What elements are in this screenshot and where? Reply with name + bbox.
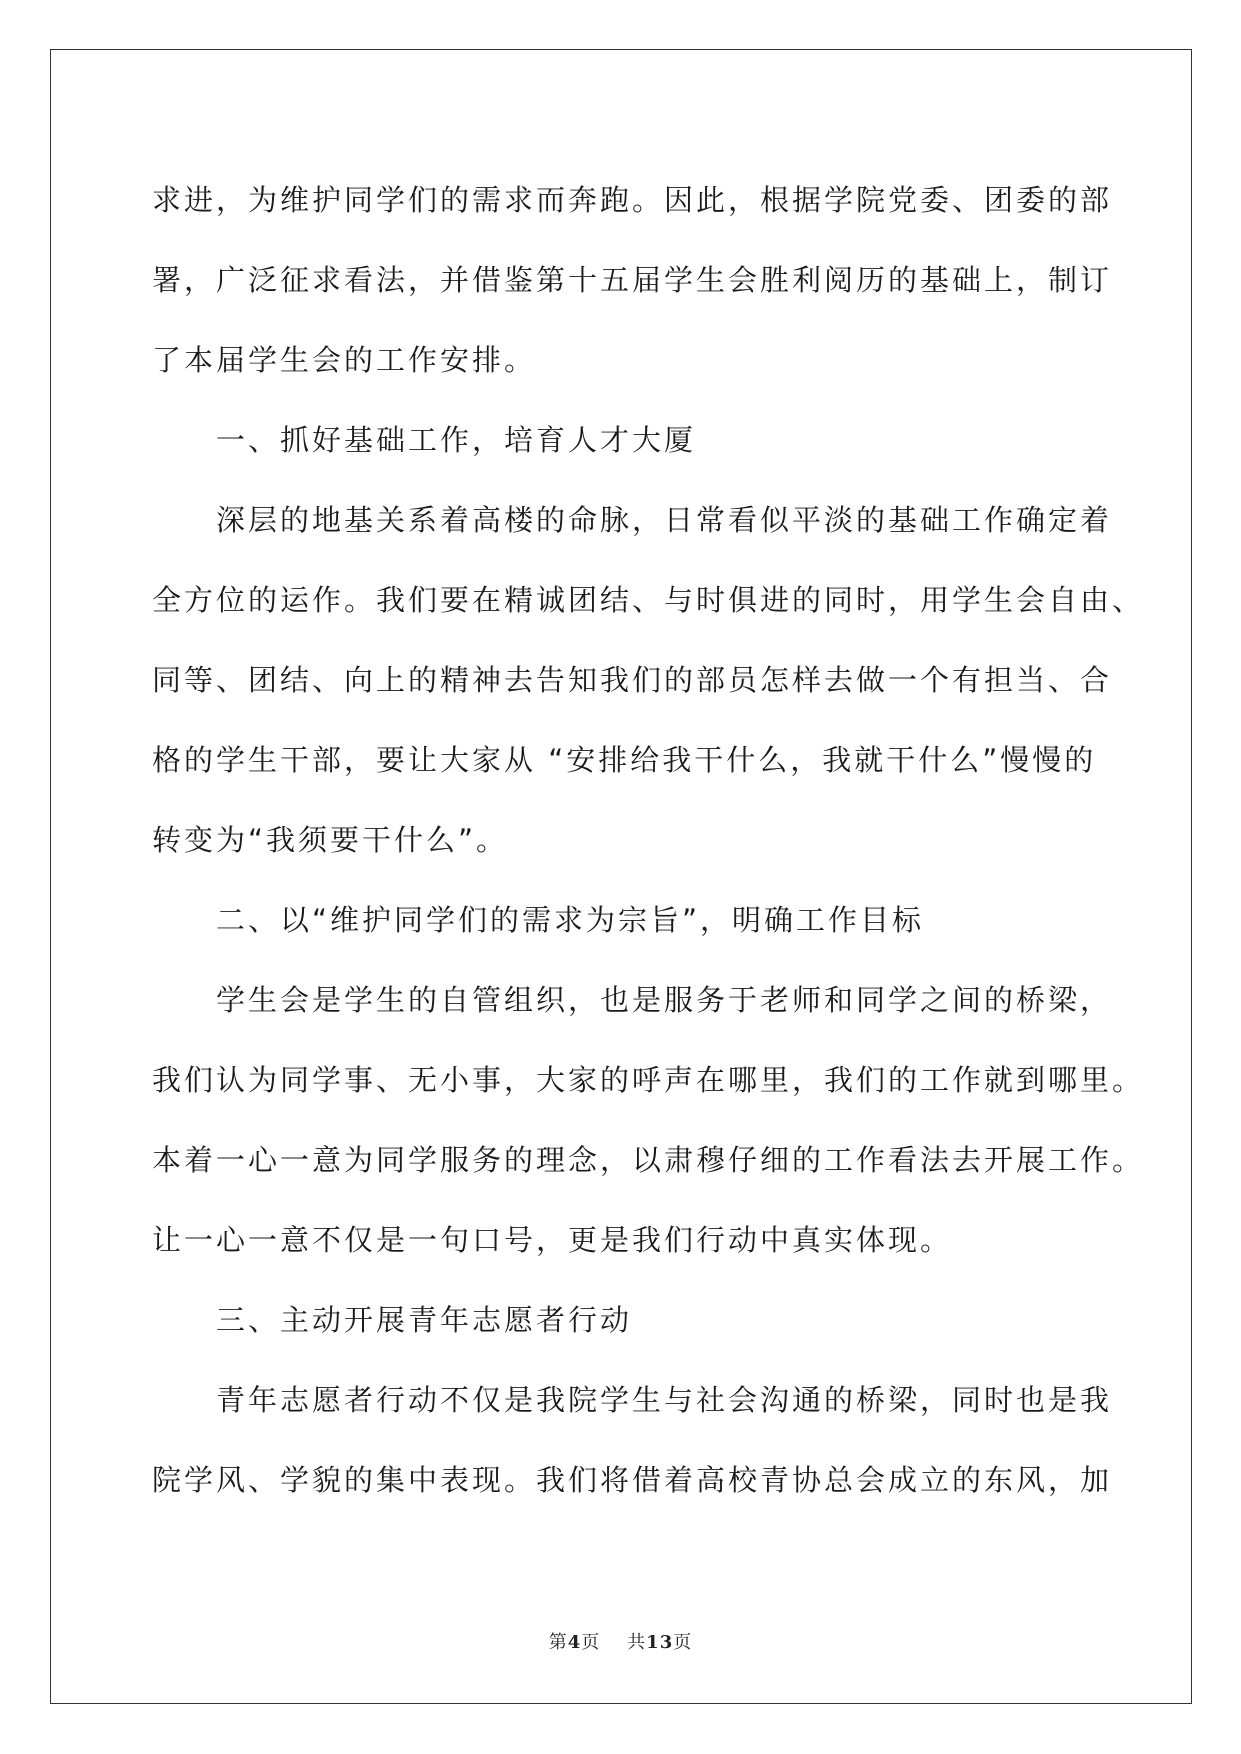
text-line: 院学风、学貌的集中表现。我们将借着高校青协总会成立的东风，加 — [152, 1463, 1113, 1497]
text-line: 让一心一意不仅是一句口号，更是我们行动中真实体现。 — [152, 1223, 953, 1257]
text-line: 我们认为同学事、无小事，大家的呼声在哪里，我们的工作就到哪里。 — [152, 1063, 1145, 1097]
text-line: 署，广泛征求看法，并借鉴第十五届学生会胜利阅历的基础上，制订 — [152, 263, 1113, 297]
footer-total-suffix: 页 — [673, 1632, 693, 1653]
text-line: 一、抓好基础工作，培育人才大厦 — [216, 423, 697, 457]
text-line: 了本届学生会的工作安排。 — [152, 343, 537, 377]
text-line: 格的学生干部，要让大家从 “安排给我干什么，我就干什么”慢慢的 — [152, 743, 1097, 777]
document-body — [152, 160, 1145, 1520]
footer-total-prefix: 共 — [627, 1632, 647, 1653]
text-line: 全方位的运作。我们要在精诚团结、与时俱进的同时，用学生会自由、 — [152, 583, 1145, 617]
text-line: 二、以“维护同学们的需求为宗旨”，明确工作目标 — [216, 903, 925, 937]
text-line: 学生会是学生的自管组织，也是服务于老师和同学之间的桥梁， — [216, 983, 1113, 1017]
text-line: 深层的地基关系着高楼的命脉，日常看似平淡的基础工作确定着 — [216, 503, 1113, 537]
footer-current-page: 4 — [567, 1632, 582, 1653]
text-line: 转变为“我须要干什么”。 — [152, 823, 509, 857]
footer-page-prefix: 第 — [548, 1632, 568, 1653]
page-footer — [0, 1628, 1241, 1654]
text-line: 求进，为维护同学们的需求而奔跑。因此，根据学院党委、团委的部 — [152, 183, 1113, 217]
text-line: 同等、团结、向上的精神去告知我们的部员怎样去做一个有担当、合 — [152, 663, 1113, 697]
footer-total-pages: 13 — [646, 1632, 674, 1653]
text-line: 本着一心一意为同学服务的理念，以肃穆仔细的工作看法去开展工作。 — [152, 1143, 1145, 1177]
footer-page-suffix: 页 — [581, 1632, 601, 1653]
text-line: 青年志愿者行动不仅是我院学生与社会沟通的桥梁，同时也是我 — [216, 1383, 1113, 1417]
text-line: 三、主动开展青年志愿者行动 — [216, 1303, 633, 1337]
